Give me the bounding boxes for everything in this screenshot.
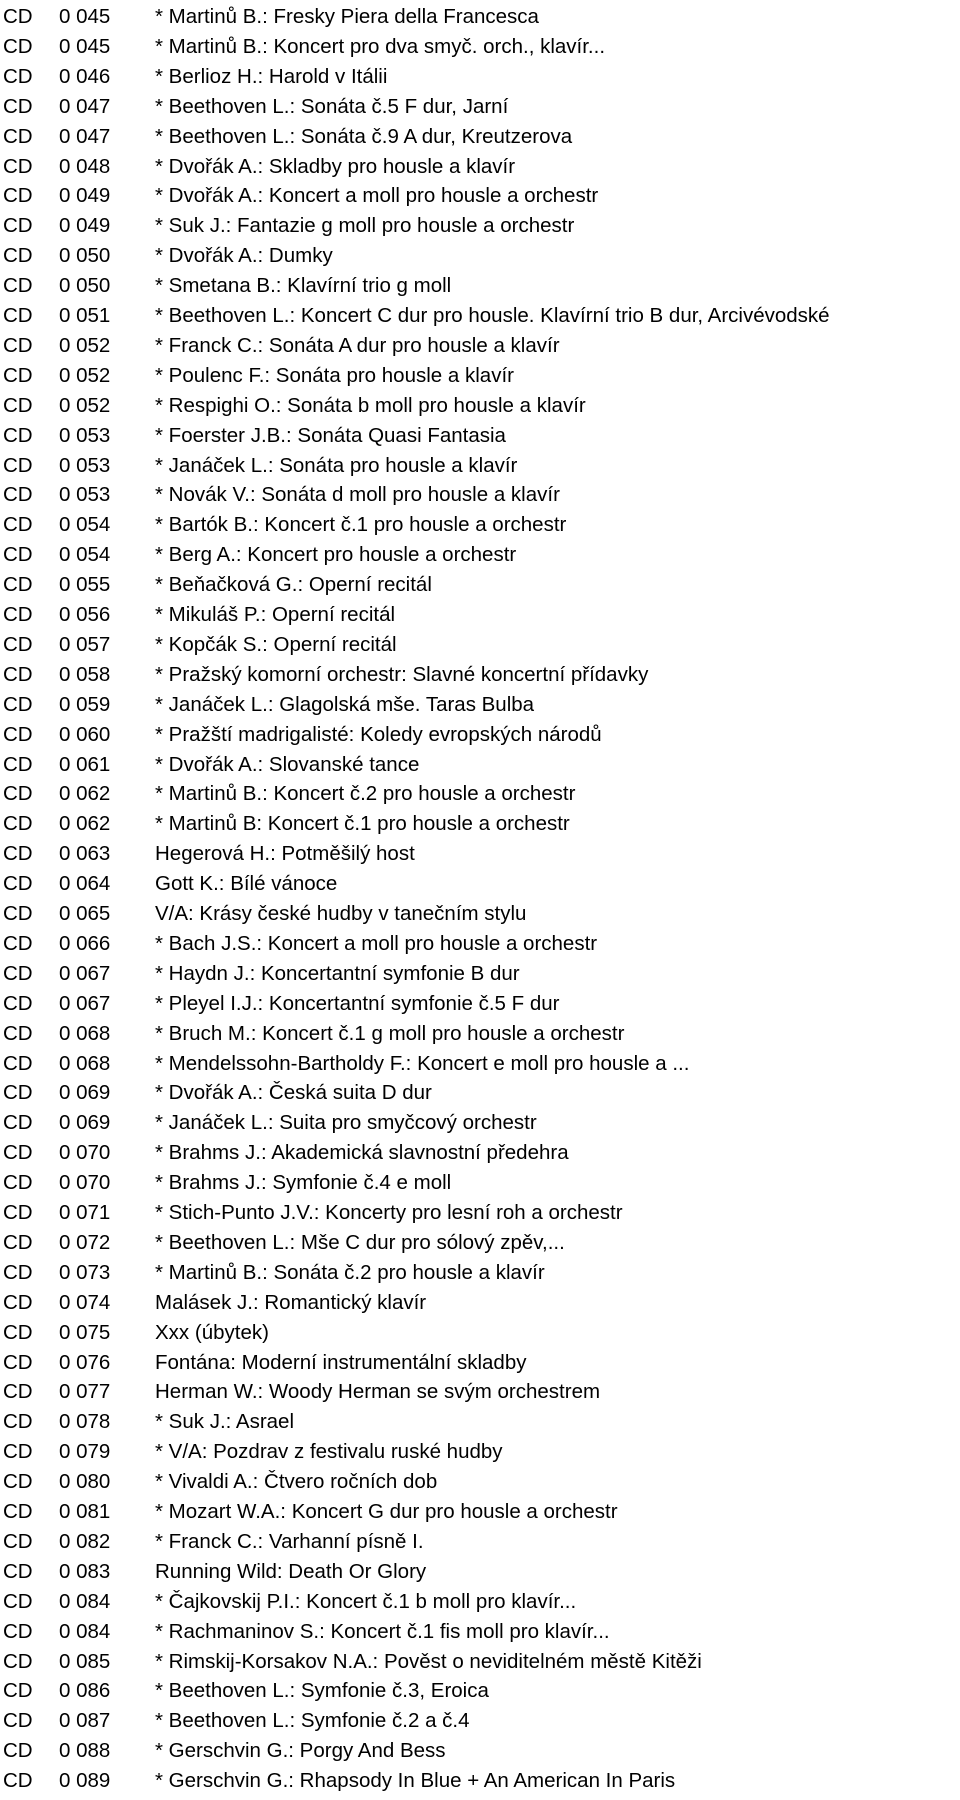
catalog-number: 0 048 xyxy=(59,154,111,178)
media-type-label: CD xyxy=(3,842,33,866)
recording-title: * Janáček L.: Sonáta pro housle a klavír xyxy=(155,453,518,477)
media-type-label: CD xyxy=(3,1021,33,1045)
catalog-number: 0 047 xyxy=(59,124,111,148)
recording-title: * Smetana B.: Klavírní trio g moll xyxy=(155,274,452,298)
recording-title: Malásek J.: Romantický klavír xyxy=(155,1290,427,1314)
catalog-number: 0 089 xyxy=(59,1769,111,1793)
recording-title: * Brahms J.: Akademická slavnostní předehra xyxy=(155,1141,569,1165)
catalog-number: 0 062 xyxy=(59,782,111,806)
recording-title: * Pleyel I.J.: Koncertantní symfonie č.5 F dur xyxy=(155,991,560,1015)
recording-title: Herman W.: Woody Herman se svým orchestrem xyxy=(155,1380,601,1404)
catalog-number: 0 057 xyxy=(59,632,111,656)
catalog-number: 0 084 xyxy=(59,1619,111,1643)
catalog-number: 0 073 xyxy=(59,1260,111,1284)
recording-title: * Respighi O.: Sonáta b moll pro housle a klavír xyxy=(155,393,586,417)
catalog-number: 0 079 xyxy=(59,1440,111,1464)
catalog-number: 0 084 xyxy=(59,1589,111,1613)
recording-title: * Stich-Punto J.V.: Koncerty pro lesní roh a orchestr xyxy=(155,1201,623,1224)
catalog-number: 0 068 xyxy=(59,1021,111,1045)
media-type-label: CD xyxy=(3,1649,33,1673)
media-type-label: CD xyxy=(3,692,33,716)
media-type-label: CD xyxy=(3,722,33,746)
catalog-number: 0 053 xyxy=(59,423,111,447)
catalog-number: 0 070 xyxy=(59,1141,111,1165)
recording-title: * Gerschvin G.: Rhapsody In Blue + An American In Paris xyxy=(155,1769,676,1793)
catalog-number: 0 060 xyxy=(59,722,111,746)
catalog-number: 0 067 xyxy=(59,961,111,985)
media-type-label: CD xyxy=(3,662,33,686)
catalog-number: 0 045 xyxy=(59,34,111,58)
recording-title: * Bach J.S.: Koncert a moll pro housle a orchestr xyxy=(155,931,598,955)
catalog-number: 0 069 xyxy=(59,1081,111,1105)
media-type-label: CD xyxy=(3,363,33,387)
media-type-label: CD xyxy=(3,34,33,58)
media-type-label: CD xyxy=(3,991,33,1015)
media-type-label: CD xyxy=(3,1320,33,1344)
media-type-label: CD xyxy=(3,274,33,298)
recording-title: * Mikuláš P.: Operní recitál xyxy=(155,603,396,626)
media-type-label: CD xyxy=(3,1380,33,1404)
media-type-label: CD xyxy=(3,1529,33,1553)
media-type-label: CD xyxy=(3,1081,33,1105)
recording-title: * Berg A.: Koncert pro housle a orchestr xyxy=(155,543,517,567)
media-type-label: CD xyxy=(3,1290,33,1314)
media-type-label: CD xyxy=(3,64,33,88)
media-type-label: CD xyxy=(3,1769,33,1793)
catalog-number: 0 080 xyxy=(59,1470,111,1494)
recording-title: * Suk J.: Asrael xyxy=(155,1410,295,1434)
recording-title: Xxx (úbytek) xyxy=(155,1320,269,1344)
recording-title: * V/A: Pozdrav z festivalu ruské hudby xyxy=(155,1440,503,1464)
catalog-number: 0 055 xyxy=(59,573,111,597)
recording-title: * Suk J.: Fantazie g moll pro housle a orchestr xyxy=(155,214,575,238)
media-type-label: CD xyxy=(3,1500,33,1523)
recording-title: * Kopčák S.: Operní recitál xyxy=(155,632,397,656)
media-type-label: CD xyxy=(3,543,33,567)
recording-title: * Martinů B.: Koncert č.2 pro housle a orchestr xyxy=(155,782,576,806)
recording-title: * Mendelssohn-Bartholdy F.: Koncert e moll pro housle a ... xyxy=(155,1051,690,1075)
media-type-label: CD xyxy=(3,1171,33,1195)
media-type-label: CD xyxy=(3,632,33,656)
recording-title: Hegerová H.: Potměšilý host xyxy=(155,842,415,866)
catalog-number: 0 051 xyxy=(59,304,111,327)
catalog-number: 0 063 xyxy=(59,842,111,866)
media-type-label: CD xyxy=(3,124,33,148)
catalog-number: 0 052 xyxy=(59,333,111,357)
catalog-number: 0 053 xyxy=(59,483,111,507)
recording-title: * Foerster J.B.: Sonáta Quasi Fantasia xyxy=(155,423,506,447)
catalog-number: 0 059 xyxy=(59,692,111,716)
recording-title: * Dvořák A.: Koncert a moll pro housle a orchestr xyxy=(155,184,599,208)
catalog-number: 0 081 xyxy=(59,1500,111,1523)
recording-title: Gott K.: Bílé vánoce xyxy=(155,872,338,896)
media-type-label: CD xyxy=(3,393,33,417)
media-type-label: CD xyxy=(3,333,33,357)
media-type-label: CD xyxy=(3,752,33,776)
catalog-number: 0 069 xyxy=(59,1111,111,1135)
media-type-label: CD xyxy=(3,1589,33,1613)
catalog-number: 0 088 xyxy=(59,1739,111,1763)
media-type-label: CD xyxy=(3,812,33,836)
catalog-number: 0 085 xyxy=(59,1649,111,1673)
catalog-number: 0 049 xyxy=(59,214,111,238)
media-type-label: CD xyxy=(3,1559,33,1583)
catalog-number: 0 050 xyxy=(59,244,111,268)
catalog-number: 0 075 xyxy=(59,1320,111,1344)
recording-title: * Dvořák A.: Skladby pro housle a klavír xyxy=(155,154,516,178)
catalog-number: 0 078 xyxy=(59,1410,111,1434)
recording-title: * Janáček L.: Glagolská mše. Taras Bulba xyxy=(155,692,535,716)
catalog-number: 0 066 xyxy=(59,931,111,955)
recording-title: * Beethoven L.: Sonáta č.9 A dur, Kreutzerova xyxy=(155,124,573,148)
media-type-label: CD xyxy=(3,184,33,208)
recording-title: * Bruch M.: Koncert č.1 g moll pro housle a orchestr xyxy=(155,1021,625,1045)
catalog-number: 0 045 xyxy=(59,5,111,28)
media-type-label: CD xyxy=(3,1410,33,1434)
media-type-label: CD xyxy=(3,1470,33,1494)
recording-title: * Beňačková G.: Operní recitál xyxy=(155,573,432,597)
media-type-label: CD xyxy=(3,931,33,955)
catalog-number: 0 074 xyxy=(59,1290,111,1314)
recording-title: * Rimskij-Korsakov N.A.: Pověst o neviditelném městě Kitěži xyxy=(155,1649,702,1673)
media-type-label: CD xyxy=(3,214,33,238)
catalog-number: 0 054 xyxy=(59,513,111,537)
catalog-number: 0 052 xyxy=(59,363,111,387)
media-type-label: CD xyxy=(3,513,33,537)
recording-title: Fontána: Moderní instrumentální skladby xyxy=(155,1350,527,1374)
catalog-number: 0 056 xyxy=(59,603,111,626)
media-type-label: CD xyxy=(3,782,33,806)
recording-title: * Beethoven L.: Symfonie č.2 a č.4 xyxy=(155,1709,470,1733)
recording-title: * Mozart W.A.: Koncert G dur pro housle a orchestr xyxy=(155,1500,618,1523)
media-type-label: CD xyxy=(3,961,33,985)
media-type-label: CD xyxy=(3,573,33,597)
catalog-number: 0 083 xyxy=(59,1559,111,1583)
catalog-number: 0 070 xyxy=(59,1171,111,1195)
recording-title: * Martinů B: Koncert č.1 pro housle a orchestr xyxy=(155,812,570,836)
catalog-number: 0 046 xyxy=(59,64,111,88)
catalog-number: 0 047 xyxy=(59,94,111,118)
recording-title: * Bartók B.: Koncert č.1 pro housle a orchestr xyxy=(155,513,567,537)
recording-title: * Pražští madrigalisté: Koledy evropských národů xyxy=(155,722,602,746)
catalog-number: 0 062 xyxy=(59,812,111,836)
catalog-number: 0 071 xyxy=(59,1201,111,1224)
media-type-label: CD xyxy=(3,1619,33,1643)
media-type-label: CD xyxy=(3,1201,33,1224)
media-type-label: CD xyxy=(3,5,33,28)
recording-title: * Martinů B.: Koncert pro dva smyč. orch., klavír... xyxy=(155,34,606,58)
recording-title: * Martinů B.: Fresky Piera della Francesca xyxy=(155,5,539,28)
catalog-number: 0 061 xyxy=(59,752,111,776)
media-type-label: CD xyxy=(3,483,33,507)
recording-title: * Beethoven L.: Sonáta č.5 F dur, Jarní xyxy=(155,94,509,118)
recording-title: * Martinů B.: Sonáta č.2 pro housle a klavír xyxy=(155,1260,545,1284)
media-type-label: CD xyxy=(3,423,33,447)
catalog-number: 0 076 xyxy=(59,1350,111,1374)
media-type-label: CD xyxy=(3,1709,33,1733)
catalog-number: 0 082 xyxy=(59,1529,111,1553)
recording-title: * Berlioz H.: Harold v Itálii xyxy=(155,64,388,88)
catalog-number: 0 053 xyxy=(59,453,111,477)
recording-title: * Dvořák A.: Slovanské tance xyxy=(155,752,420,776)
recording-title: * Franck C.: Varhanní písně I. xyxy=(155,1529,424,1553)
media-type-label: CD xyxy=(3,1260,33,1284)
recording-title: * Dvořák A.: Dumky xyxy=(155,244,333,268)
recording-title: Running Wild: Death Or Glory xyxy=(155,1559,427,1583)
recording-title: * Rachmaninov S.: Koncert č.1 fis moll pro klavír... xyxy=(155,1619,610,1643)
recording-title: * Novák V.: Sonáta d moll pro housle a klavír xyxy=(155,483,560,507)
media-type-label: CD xyxy=(3,244,33,268)
catalog-number: 0 067 xyxy=(59,991,111,1015)
catalog-number: 0 068 xyxy=(59,1051,111,1075)
catalog-number: 0 054 xyxy=(59,543,111,567)
recording-title: * Franck C.: Sonáta A dur pro housle a klavír xyxy=(155,333,560,357)
media-type-label: CD xyxy=(3,1739,33,1763)
media-type-label: CD xyxy=(3,603,33,626)
catalog-number: 0 064 xyxy=(59,872,111,896)
media-type-label: CD xyxy=(3,1230,33,1254)
catalog-number: 0 052 xyxy=(59,393,111,417)
media-type-label: CD xyxy=(3,453,33,477)
catalog-number: 0 086 xyxy=(59,1679,111,1703)
recording-title: * Janáček L.: Suita pro smyčcový orchestr xyxy=(155,1111,537,1135)
media-type-label: CD xyxy=(3,1679,33,1703)
media-type-label: CD xyxy=(3,154,33,178)
media-type-label: CD xyxy=(3,872,33,896)
catalog-number: 0 058 xyxy=(59,662,111,686)
media-type-label: CD xyxy=(3,304,33,327)
catalog-number: 0 087 xyxy=(59,1709,111,1733)
recording-title: * Beethoven L.: Mše C dur pro sólový zpěv,... xyxy=(155,1230,565,1254)
recording-title: * Beethoven L.: Symfonie č.3, Eroica xyxy=(155,1679,489,1703)
recording-title: * Čajkovskij P.I.: Koncert č.1 b moll pro klavír... xyxy=(155,1589,577,1613)
media-type-label: CD xyxy=(3,1141,33,1165)
media-type-label: CD xyxy=(3,1350,33,1374)
media-type-label: CD xyxy=(3,94,33,118)
catalog-number: 0 049 xyxy=(59,184,111,208)
catalog-number: 0 077 xyxy=(59,1380,111,1404)
recording-title: V/A: Krásy české hudby v tanečním stylu xyxy=(155,902,527,925)
media-type-label: CD xyxy=(3,1051,33,1075)
recording-title: * Vivaldi A.: Čtvero ročních dob xyxy=(155,1470,438,1494)
recording-title: * Pražský komorní orchestr: Slavné koncertní přídavky xyxy=(155,662,649,686)
media-type-label: CD xyxy=(3,1440,33,1464)
catalog-number: 0 065 xyxy=(59,902,111,925)
recording-title: * Dvořák A.: Česká suita D dur xyxy=(155,1081,432,1105)
media-type-label: CD xyxy=(3,1111,33,1135)
recording-title: * Poulenc F.: Sonáta pro housle a klavír xyxy=(155,363,514,387)
recording-title: * Beethoven L.: Koncert C dur pro housle. Klavírní trio B dur, Arcivévodské xyxy=(155,304,830,327)
catalog-number: 0 072 xyxy=(59,1230,111,1254)
recording-title: * Gerschvin G.: Porgy And Bess xyxy=(155,1739,446,1763)
catalog-number: 0 050 xyxy=(59,274,111,298)
media-type-label: CD xyxy=(3,902,33,925)
recording-title: * Haydn J.: Koncertantní symfonie B dur xyxy=(155,961,520,985)
recording-title: * Brahms J.: Symfonie č.4 e moll xyxy=(155,1171,452,1195)
